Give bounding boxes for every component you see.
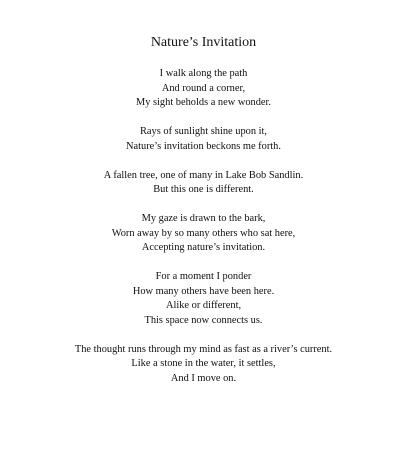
poem-line: I walk along the path <box>159 68 248 79</box>
stanza-4 <box>0 212 407 256</box>
poem-line: Like a stone in the water, it settles, <box>131 358 276 369</box>
poem-line: For a moment I ponder <box>155 271 252 282</box>
poem-line: My gaze is drawn to the bark, <box>141 213 266 224</box>
poem-line: Alike or different, <box>165 300 242 311</box>
poem-line: How many others have been here. <box>132 285 275 297</box>
poem-line: The thought runs through my mind as fast as a river’s current. <box>74 343 333 355</box>
poem-line: A fallen tree, one of many in Lake Bob Sandlin. <box>103 169 304 181</box>
poem-title: Nature’s Invitation <box>150 35 257 50</box>
poem-line: Rays of sunlight shine upon it, <box>140 126 267 137</box>
poem-line: Accepting nature’s invitation. <box>141 242 266 253</box>
stanza-5 <box>0 270 407 328</box>
stanza-1 <box>0 67 407 111</box>
poem-line: And I move on. <box>170 372 237 384</box>
poem-body <box>0 67 407 401</box>
poem-line: Nature’s invitation beckons me forth. <box>126 140 281 152</box>
poem-line: My sight beholds a new wonder. <box>135 97 272 108</box>
stanza-2 <box>0 125 407 154</box>
stanza-6 <box>0 343 407 387</box>
poem-line: This space now connects us. <box>144 314 263 326</box>
poem-line: But this one is different. <box>153 184 254 195</box>
poem-line: Worn away by so many others who sat here, <box>111 227 296 239</box>
poem-line: And round a corner, <box>161 82 246 94</box>
stanza-3 <box>0 169 407 198</box>
